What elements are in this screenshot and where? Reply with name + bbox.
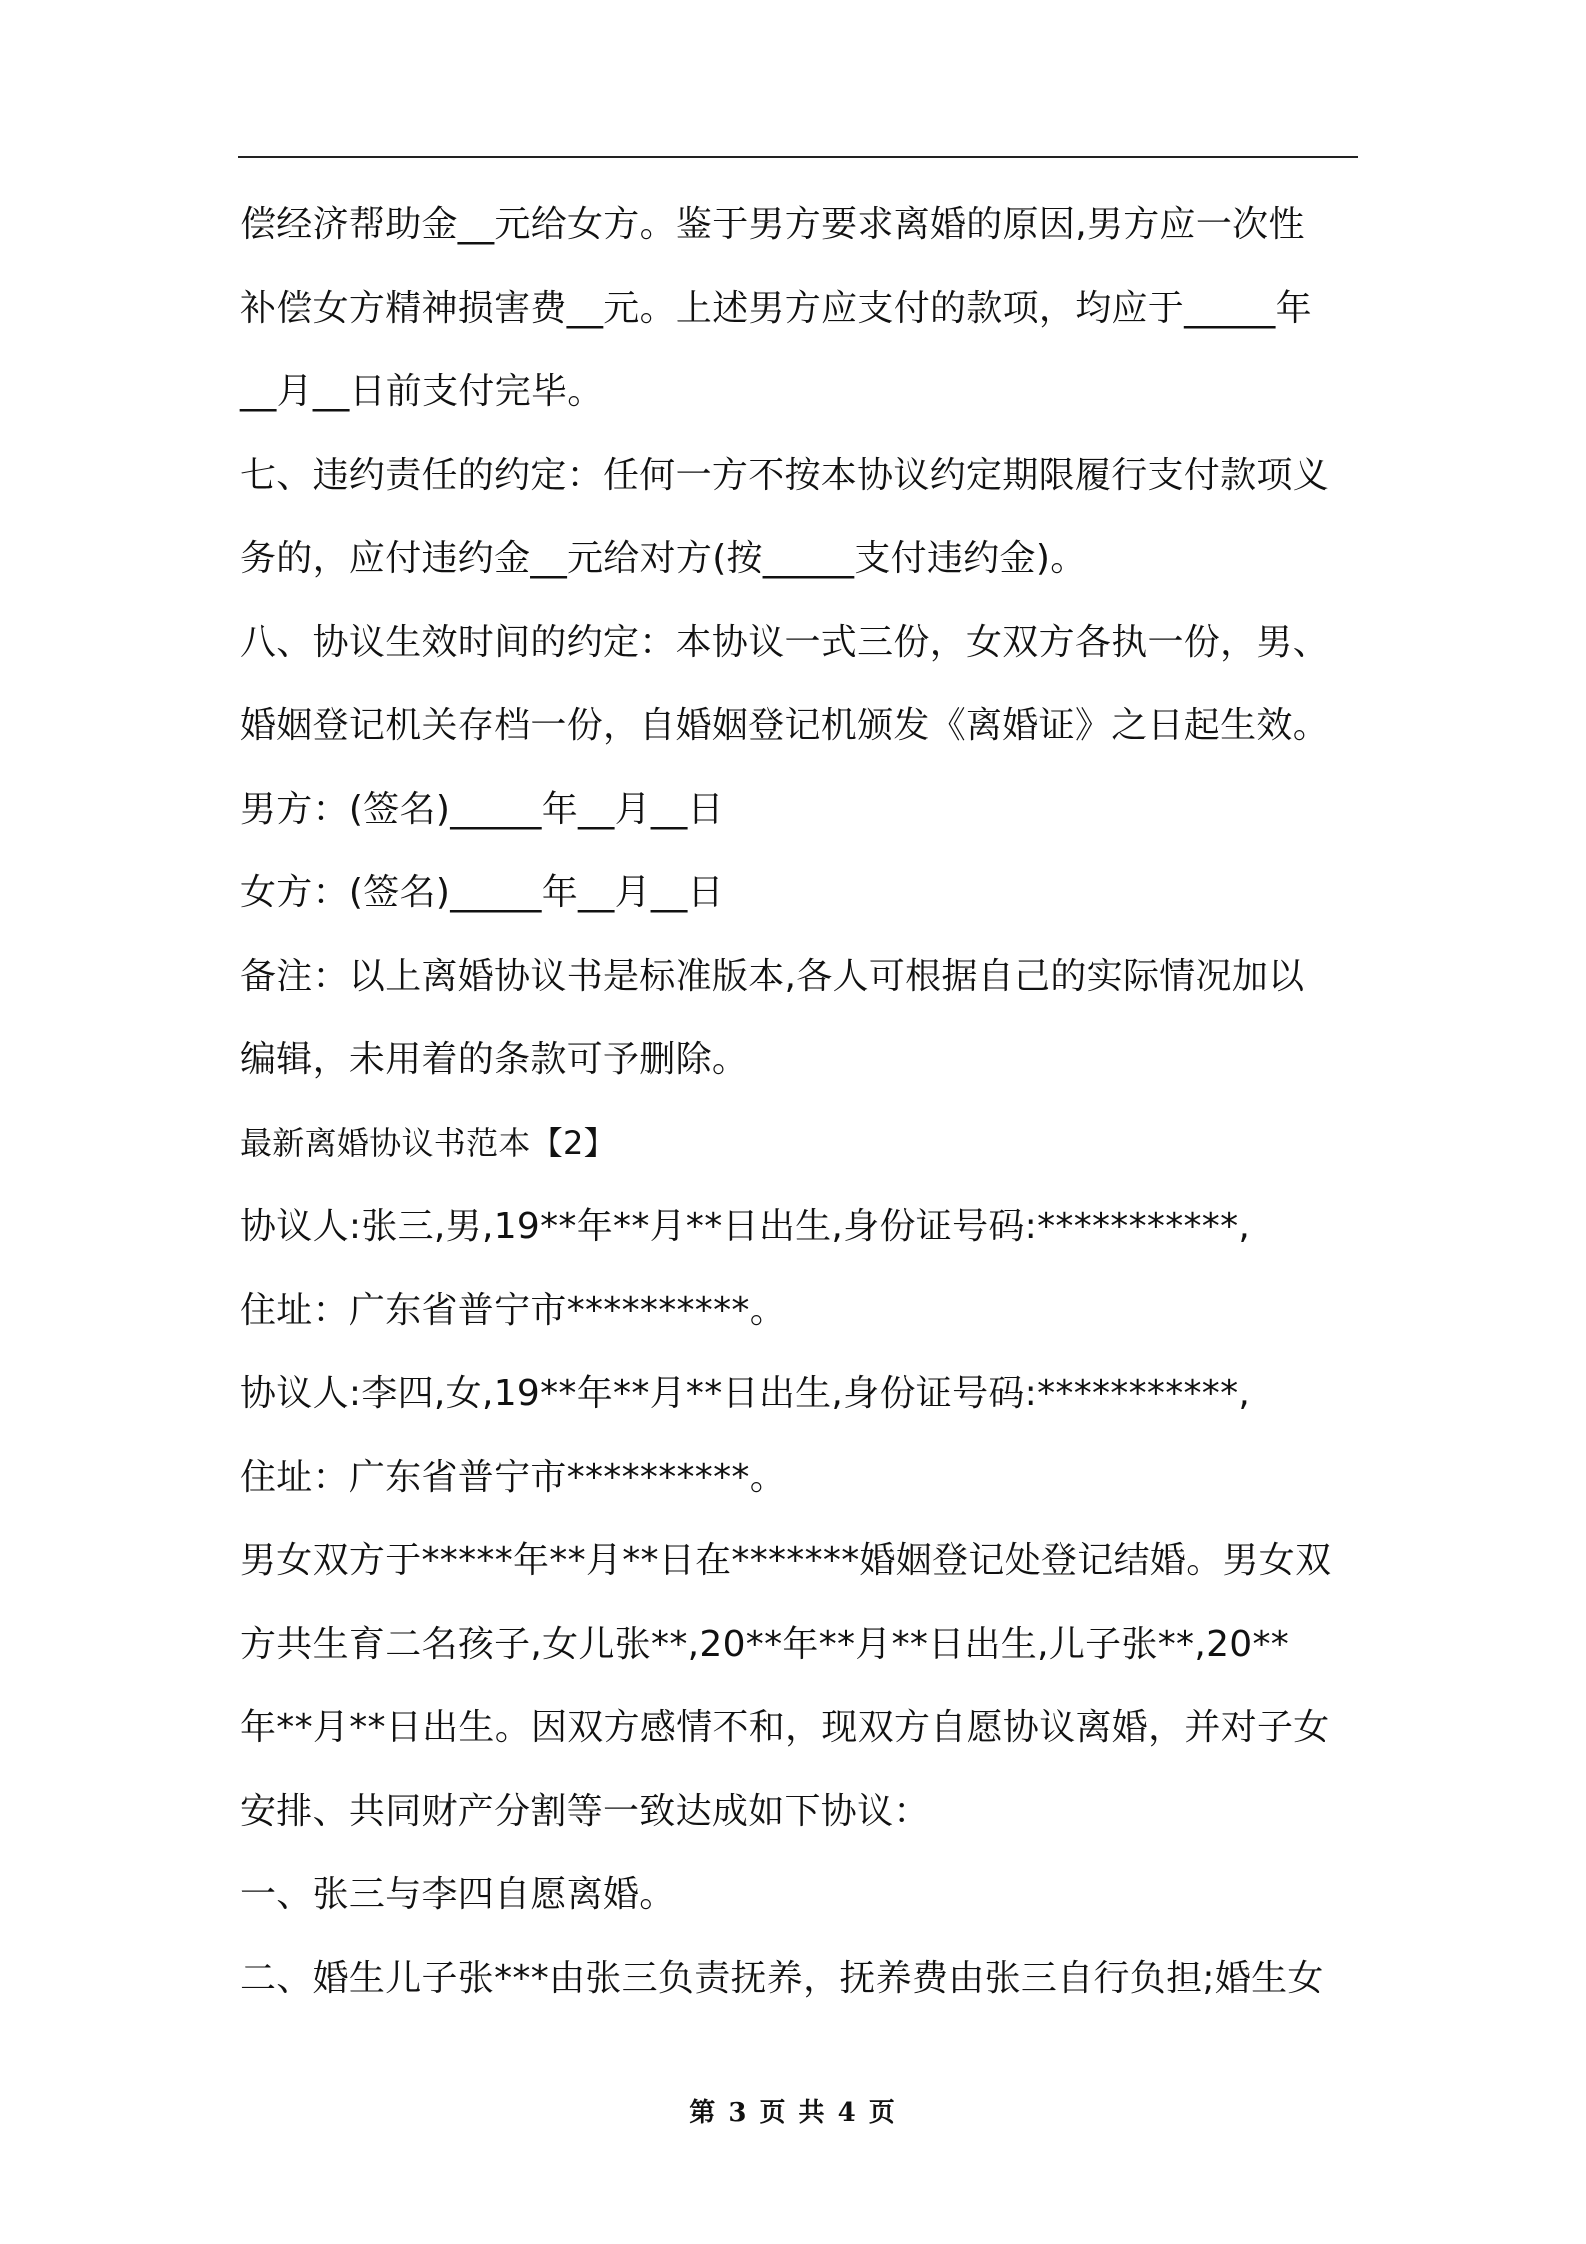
section-title: 最新离婚协议书范本【2】 [240,1123,616,1162]
female-signature-line: 女方：(签名)_____年__月__日 [240,872,724,913]
party-1-line: 协议人:张三,男,19**年**月**日出生,身份证号码:***********, [240,1206,1251,1247]
document-body [240,183,1360,2020]
header-rule [238,156,1358,158]
text-line: 方共生育二名孩子,女儿张**,20**年**月**日出生,儿子张**,20** [240,1623,1290,1665]
text-line: 偿经济帮助金__元给女方。鉴于男方要求离婚的原因,男方应一次性 [240,204,1305,245]
party-1-address: 住址：广东省普宁市**********。 [240,1289,786,1331]
text-line: 务的，应付违约金__元给对方(按_____支付违约金)。 [240,538,1087,579]
page-number: 第 3 页 共 4 页 [689,2098,897,2128]
text-line: 安排、共同财产分割等一致达成如下协议： [240,1790,930,1832]
text-line: 补偿女方精神损害费__元。上述男方应支付的款项，均应于_____年 [240,287,1312,329]
remarks-line: 备注：以上离婚协议书是标准版本,各人可根据自己的实际情况加以 [240,955,1305,997]
party-2-line: 协议人:李四,女,19**年**月**日出生,身份证号码:***********, [240,1373,1251,1414]
text-line: 婚姻登记机关存档一份，自婚姻登记机颁发《离婚证》之日起生效。 [240,705,1330,746]
text-line: __月__日前支付完毕。 [240,371,604,412]
clause-8-heading: 八、协议生效时间的约定：本协议一式三份，女双方各执一份，男、 [240,621,1330,663]
clause-2-line: 二、婚生儿子张***由张三负责抚养，抚养费由张三自行负担;婚生女 [240,1957,1324,1999]
text-line: 年**月**日出生。因双方感情不和，现双方自愿协议离婚，并对子女 [240,1707,1330,1748]
clause-7-heading: 七、违约责任的约定：任何一方不按本协议约定期限履行支付款项义 [240,454,1330,496]
party-2-address: 住址：广东省普宁市**********。 [240,1456,786,1498]
text-line: 男女双方于*****年**月**日在*******婚姻登记处登记结婚。男女双 [240,1540,1332,1581]
male-signature-line: 男方：(签名)_____年__月__日 [240,788,724,830]
clause-1-line: 一、张三与李四自愿离婚。 [240,1874,676,1915]
text-line: 编辑，未用着的条款可予删除。 [240,1039,749,1080]
